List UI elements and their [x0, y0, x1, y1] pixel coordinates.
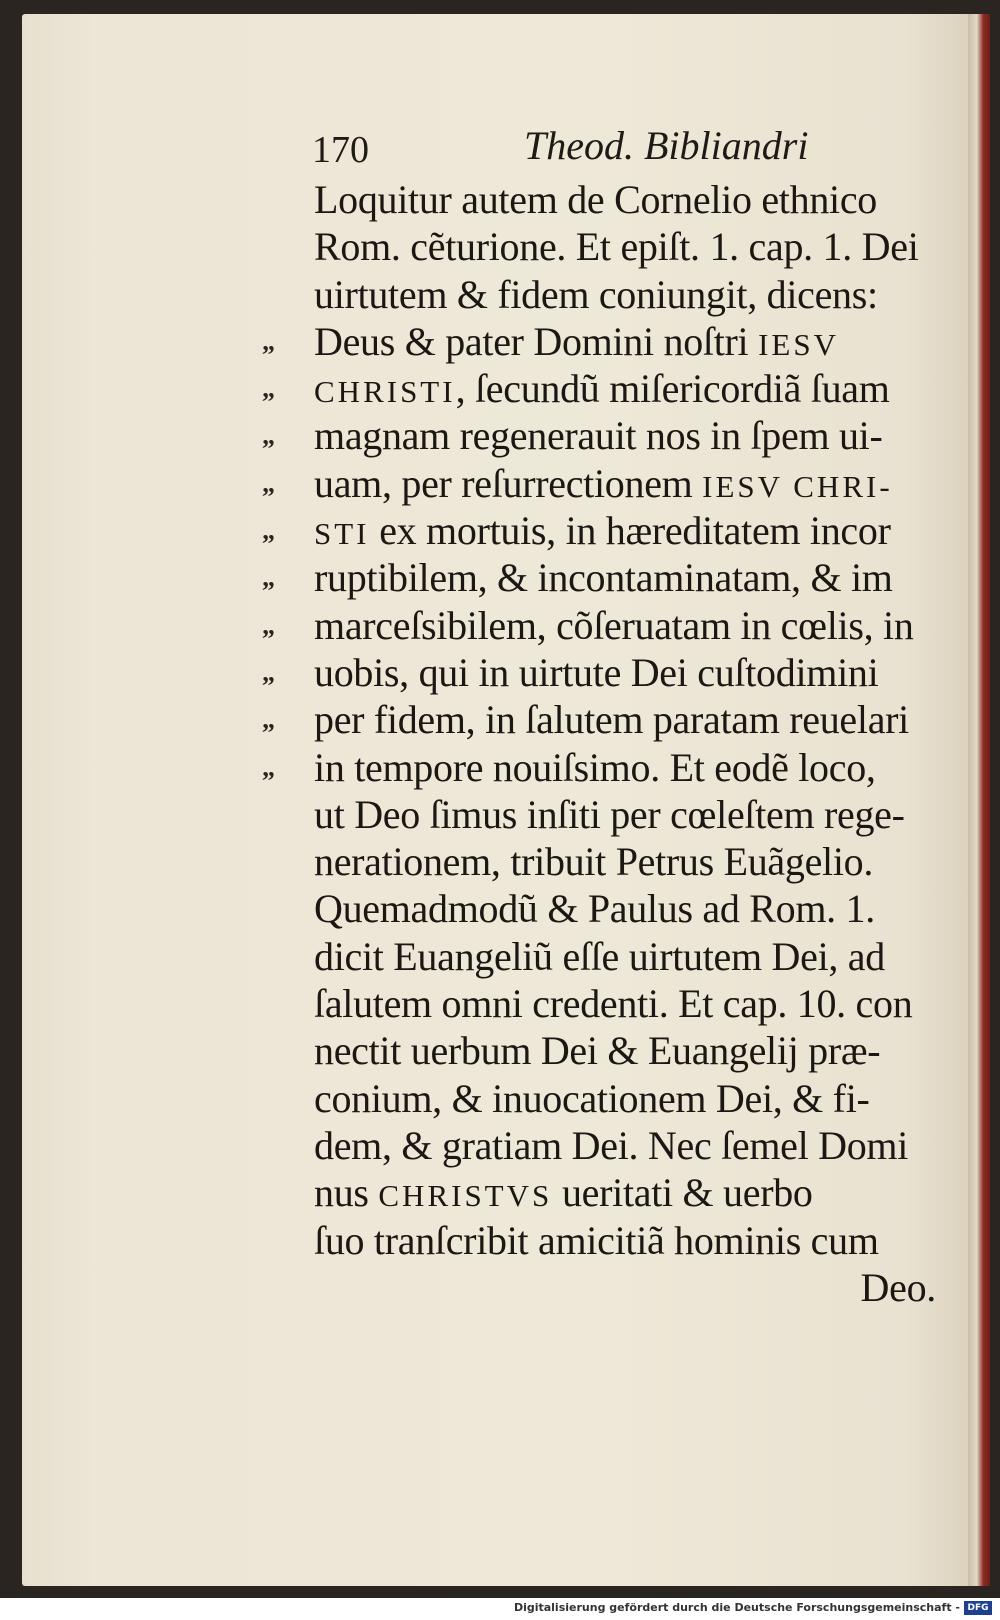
quote-marker: „ — [262, 705, 275, 735]
line-text — [314, 744, 876, 791]
line-text — [314, 554, 893, 601]
line-text — [314, 602, 914, 649]
quote-marker: „ — [262, 374, 275, 404]
text-run: ex mortuis, in hæreditatem incor — [369, 508, 891, 554]
text-run: in tempore nouiſsimo. Et eodẽ loco, — [314, 744, 876, 790]
text-line — [262, 507, 952, 554]
small-caps-text: STI — [314, 516, 370, 552]
text-line — [262, 554, 952, 601]
line-text — [314, 412, 883, 459]
text-line — [262, 1027, 952, 1074]
text-run: uirtutem & fidem coniungit, dicens: — [314, 271, 878, 317]
text-run: uam, per reſurrectionem — [314, 460, 703, 506]
text-line — [262, 1217, 952, 1264]
line-text — [314, 933, 885, 980]
text-run: ueritati & uerbo — [552, 1170, 813, 1216]
text-run: ut Deo ſimus inſiti per cœleſtem rege- — [314, 791, 905, 837]
quote-marker: „ — [262, 326, 275, 356]
text-run: dicit Euangeliũ eſſe uirtutem Dei, ad — [314, 933, 885, 979]
text-run: ſuo tranſcribit amicitiã hominis cum — [314, 1217, 879, 1263]
text-line — [262, 176, 952, 223]
text-run: per fidem, in ſalutem paratam reuelari — [314, 697, 909, 743]
small-caps-text: IESV CHRI- — [702, 468, 893, 504]
line-text — [861, 1264, 936, 1311]
footer-strip — [0, 1598, 1000, 1620]
text-line — [262, 1122, 952, 1169]
text-line — [262, 885, 952, 932]
line-text — [314, 1122, 908, 1169]
text-run: Deo. — [860, 1264, 936, 1310]
text-line — [262, 412, 952, 459]
text-run: nectit uerbum Dei & Euangelij præ- — [314, 1028, 881, 1074]
quote-marker: „ — [262, 752, 275, 782]
body-text — [262, 176, 952, 1311]
digitization-credit: Digitalisierung gefördert durch die Deutsche Forschungsgemeinschaft - — [513, 1601, 960, 1614]
text-run: , ſecundũ miſericordiã ſuam — [455, 366, 890, 412]
text-run: magnam regenerauit nos in ſpem ui- — [314, 413, 883, 459]
quote-marker: „ — [262, 516, 275, 546]
text-line — [262, 1075, 952, 1122]
quote-marker: „ — [262, 563, 275, 593]
text-run: Deus & pater Domini noſtri — [314, 318, 759, 364]
running-head: Theod. Bibliandri — [524, 123, 809, 168]
text-line — [262, 649, 952, 696]
page-number: 170 — [312, 129, 369, 171]
text-run: marceſsibilem, cõſeruatam in cœlis, in — [314, 602, 914, 648]
text-run: nus — [314, 1170, 379, 1216]
text-line — [262, 791, 952, 838]
text-line — [262, 696, 952, 743]
line-text — [314, 271, 878, 318]
line-text — [314, 838, 873, 885]
line-text — [314, 649, 878, 696]
small-caps-text: IESV — [758, 326, 839, 362]
text-run: conium, & inuocationem Dei, & fi- — [314, 1075, 870, 1121]
text-line — [262, 838, 952, 885]
small-caps-text: CHRISTVS — [378, 1178, 553, 1214]
text-run: uobis, qui in uirtute Dei cuſtodimini — [314, 649, 879, 695]
text-line — [262, 271, 952, 318]
line-text — [314, 1075, 870, 1122]
text-run: Quemadmodũ & Paulus ad Rom. 1. — [314, 886, 875, 932]
line-text — [314, 365, 890, 415]
line-text — [314, 460, 893, 510]
text-run: nerationem, tribuit Petrus Euãgelio. — [314, 839, 874, 885]
quote-marker: „ — [262, 421, 275, 451]
text-line — [262, 744, 952, 791]
line-text — [314, 885, 875, 932]
line-text — [314, 980, 912, 1027]
line-text — [314, 223, 919, 270]
text-run: Loquitur autem de Cornelio ethnico — [314, 177, 877, 222]
line-text — [314, 318, 839, 368]
text-run: ſalutem omni credenti. Et cap. 10. con — [314, 981, 913, 1027]
line-text — [314, 1027, 880, 1074]
quote-marker: „ — [262, 468, 275, 498]
text-line — [262, 602, 952, 649]
small-caps-text: CHRISTI — [314, 374, 456, 410]
page-fore-edge — [968, 14, 990, 1586]
quote-marker: „ — [262, 657, 275, 687]
text-run: dem, & gratiam Dei. Nec ſemel Domi — [314, 1122, 909, 1168]
line-text — [314, 507, 891, 557]
line-text — [314, 791, 905, 838]
text-line — [262, 980, 952, 1027]
line-text — [314, 176, 877, 223]
quote-marker: „ — [262, 610, 275, 640]
text-line — [262, 223, 952, 270]
text-line — [262, 318, 952, 365]
text-line — [262, 365, 952, 412]
text-line — [262, 933, 952, 980]
dfg-logo: DFG — [964, 1601, 992, 1615]
line-text — [314, 1169, 813, 1219]
text-line — [262, 1264, 952, 1311]
text-line — [262, 1169, 952, 1216]
line-text — [314, 1217, 879, 1264]
text-line — [262, 460, 952, 507]
text-run: Rom. cẽturione. Et epiſt. 1. cap. 1. Dei — [314, 224, 919, 270]
page-header — [312, 122, 952, 178]
text-run: ruptibilem, & incontaminatam, & im — [314, 555, 893, 601]
line-text — [314, 696, 909, 743]
